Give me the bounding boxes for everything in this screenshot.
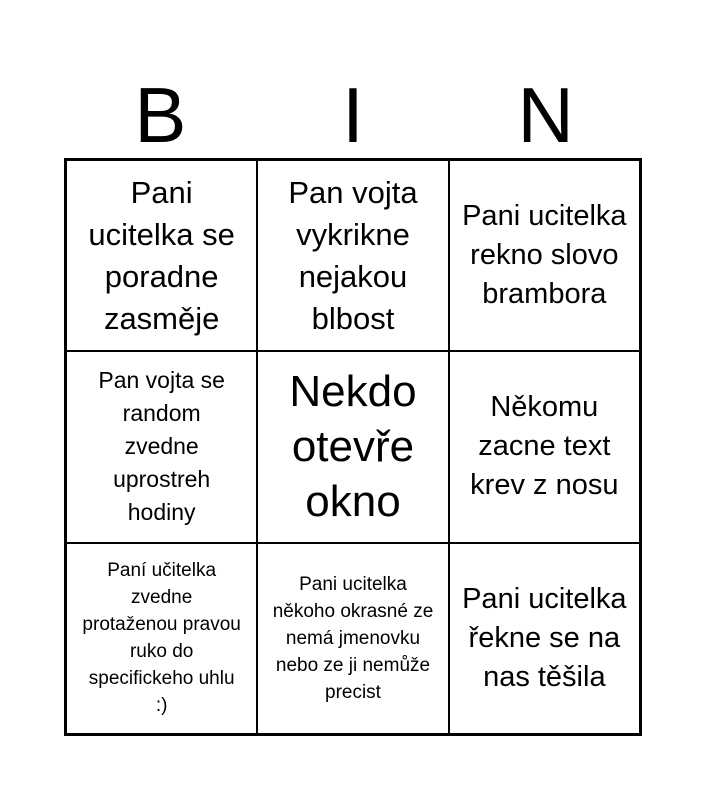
bingo-cell-text: Někomu zacne text krev z nosu <box>470 391 619 502</box>
bingo-cell-text: Pani ucitelka rekno slovo brambora <box>462 200 627 311</box>
bingo-cell-r1c2[interactable] <box>257 160 448 351</box>
bingo-cell-text: Pan vojta vykrikne nejakou blbost <box>288 174 418 336</box>
bingo-cell-text: Pani ucitelka řekne se na nas těšila <box>462 582 627 693</box>
bingo-cell-r3c1[interactable] <box>66 543 257 734</box>
bingo-cell-r3c2[interactable] <box>257 543 448 734</box>
bingo-cell-r1c3[interactable] <box>449 160 640 351</box>
bingo-grid <box>64 158 642 736</box>
bingo-cell-text: Pan vojta se random zvedne uprostreh hodiny <box>98 367 225 526</box>
bingo-header <box>64 70 642 160</box>
header-letter-n: N <box>517 71 574 159</box>
bingo-cell-r3c3[interactable] <box>449 543 640 734</box>
bingo-cell-r2c2[interactable] <box>257 351 448 542</box>
bingo-cell-r1c1[interactable] <box>66 160 257 351</box>
bingo-cell-text: Paní učitelka zvedne protaženou pravou ruko do specifickeho uhlu :) <box>82 560 241 717</box>
bingo-cell-text: Pani ucitelka se poradne zasměje <box>88 174 235 336</box>
bingo-cell-r2c1[interactable] <box>66 351 257 542</box>
bingo-cell-text: Pani ucitelka někoho okrasné ze nemá jmenovku nebo ze ji nemůže precist <box>272 573 434 703</box>
header-letter-i: I <box>342 71 364 159</box>
header-letter-b: B <box>134 71 187 159</box>
bingo-cell-r2c3[interactable] <box>449 351 640 542</box>
bingo-cell-text: Nekdo otevře okno <box>289 367 417 527</box>
